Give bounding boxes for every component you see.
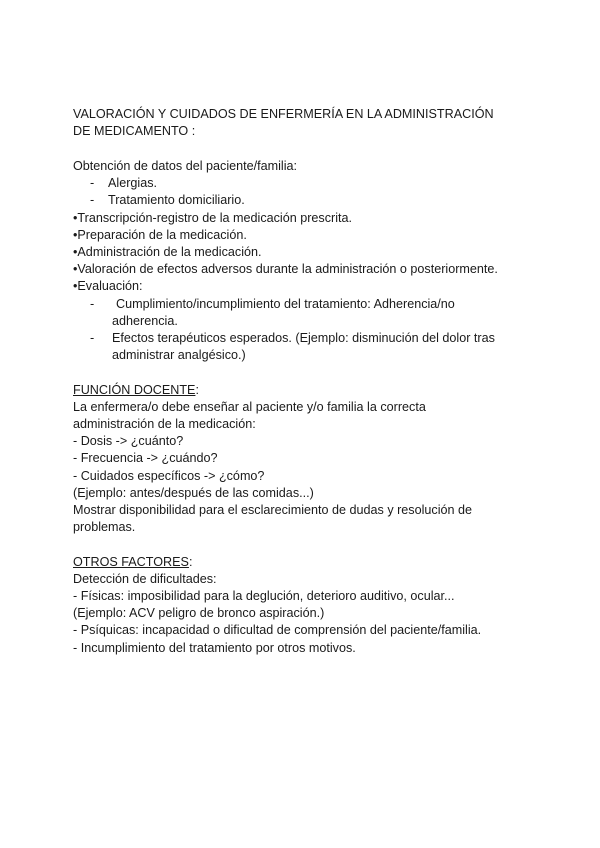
dash-marker: - (90, 331, 95, 346)
heading-colon: : (195, 382, 199, 397)
spacer (73, 364, 543, 381)
list-item: - Cuidados específicos -> ¿cómo? (73, 468, 265, 483)
heading-colon: : (188, 554, 193, 569)
list-item: - Incumplimiento del tratamiento por otros motivos. (73, 640, 356, 655)
example-note: (Ejemplo: antes/después de las comidas...) (73, 485, 314, 500)
section-intro: Obtención de datos del paciente/familia: (73, 159, 298, 173)
list-item (73, 296, 543, 330)
bullet-item: •Valoración de efectos adversos durante la administración o posteriormente. (73, 262, 498, 277)
bullet-item: •Transcripción-registro de la medicación prescrita. (73, 210, 353, 225)
paragraph-line: La enfermera/o debe enseñar al paciente y/o familia la correcta (73, 399, 426, 414)
list-item (73, 192, 543, 209)
document-title (73, 106, 543, 141)
paragraph-line: administración de la medicación: (73, 417, 256, 432)
section-teaching (73, 382, 543, 537)
list-item: - Psíquicas: incapacidad o dificultad de comprensión del paciente/familia. (73, 623, 482, 638)
example-note: (Ejemplo: ACV peligro de bronco aspiración.) (73, 606, 325, 621)
heading-text: FUNCIÓN DOCENTE (73, 382, 196, 397)
title-line-2: DE MEDICAMENTO : (73, 124, 196, 139)
list-item-text: Alergias. (108, 176, 157, 191)
list-item-text: Efectos terapéuticos esperados. (Ejemplo: disminución del dolor tras (112, 331, 495, 346)
list-item: - Dosis -> ¿cuánto? (73, 434, 184, 449)
paragraph-line: problemas. (73, 520, 136, 535)
list-item: - Físicas: imposibilidad para la deglución, deterioro auditivo, ocular... (73, 589, 455, 604)
section-heading (73, 554, 543, 571)
section-intro: Detección de dificultades: (73, 571, 217, 586)
bullet-item: •Preparación de la medicación. (73, 227, 247, 242)
list-item-text: adherencia. (112, 313, 178, 328)
section-data-collection (73, 158, 543, 364)
spacer (73, 536, 543, 553)
list-item (73, 330, 543, 364)
paragraph-line: Mostrar disponibilidad para el esclarecimiento de dudas y resolución de (73, 503, 473, 518)
dash-marker: - (90, 176, 95, 191)
bullet-item: •Administración de la medicación. (73, 245, 262, 260)
dash-marker: - (90, 193, 95, 208)
list-item (73, 175, 543, 192)
dash-marker: - (90, 296, 95, 311)
section-other-factors (73, 554, 543, 657)
list-item-text: Cumplimiento/incumplimiento del tratamiento: Adherencia/no (116, 296, 455, 311)
section-heading (73, 382, 543, 399)
title-line-1: VALORACIÓN Y CUIDADOS DE ENFERMERÍA EN LA ADMINISTRACIÓN (73, 107, 494, 121)
list-item-text: administrar analgésico.) (112, 348, 246, 363)
list-item: - Frecuencia -> ¿cuándo? (73, 451, 218, 466)
document-body (73, 106, 543, 657)
bullet-item: •Evaluación: (73, 279, 143, 294)
list-item-text: Tratamiento domiciliario. (108, 193, 245, 208)
spacer (73, 141, 543, 158)
heading-text: OTROS FACTORES (73, 554, 189, 569)
